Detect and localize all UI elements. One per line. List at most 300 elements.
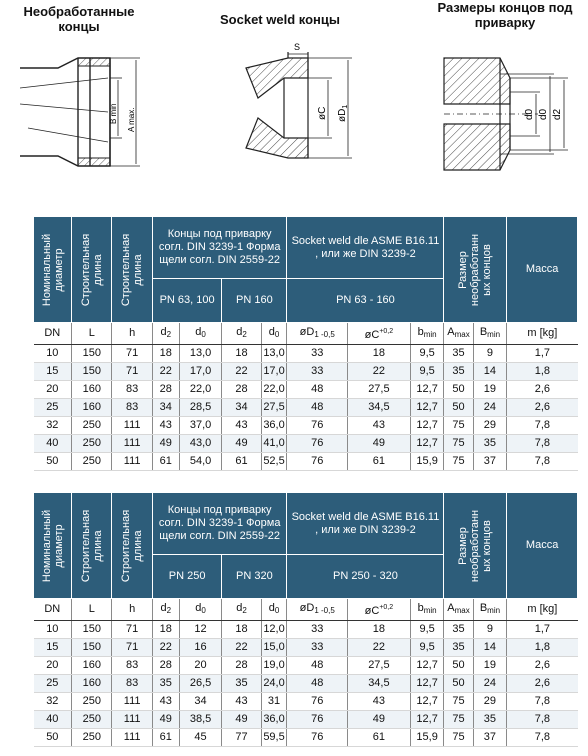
table-cell: 71 (112, 621, 152, 639)
unit-sub: min (423, 606, 437, 615)
table-cell: 49 (222, 711, 261, 729)
table-cell: 1,8 (507, 363, 578, 381)
table-cell: 32 (34, 693, 72, 711)
unit-text: B (479, 602, 488, 614)
table-cell: 48 (287, 675, 348, 693)
table-cell: 250 (72, 435, 112, 453)
table-cell: 48 (287, 381, 348, 399)
units-row (34, 323, 578, 345)
table-cell: 83 (112, 675, 152, 693)
unit-text: øC (364, 329, 380, 341)
table-cell: 18 (222, 345, 261, 363)
table-cell: 28 (222, 657, 261, 675)
table-cell: 71 (112, 639, 152, 657)
table-cell: 50 (34, 729, 72, 747)
table-cell: 50 (444, 657, 473, 675)
table-cell: 43 (348, 417, 411, 435)
table-cell: 12,7 (410, 417, 444, 435)
unit-d1 (287, 599, 348, 621)
table-cell: 7,8 (507, 453, 578, 471)
table-row (34, 657, 578, 675)
table-cell: 76 (287, 729, 348, 747)
table-cell: 75 (444, 417, 473, 435)
unit-sub: 1 -0,5 (314, 330, 335, 339)
table-cell: 34 (152, 399, 179, 417)
table-cell: 35 (444, 345, 473, 363)
unit-text: d (268, 326, 275, 338)
unit-l: L (72, 323, 112, 345)
table-cell: 54,0 (179, 453, 222, 471)
table-cell: 250 (72, 729, 112, 747)
table-cell: 75 (444, 729, 473, 747)
table-cell: 22,0 (179, 381, 222, 399)
table-cell: 43 (222, 417, 261, 435)
table-cell: 22 (348, 363, 411, 381)
table-cell: 27,5 (348, 657, 411, 675)
header-nominal-diameter (34, 217, 72, 323)
table-cell: 150 (72, 345, 112, 363)
header-socket-weld: Socket weld dle ASME B16.11 , или же DIN 3239-2 (287, 493, 444, 555)
table-cell: 150 (72, 639, 112, 657)
table-body (34, 345, 578, 471)
header-text: Строительная длина (79, 509, 104, 582)
d0-label-a: d0 (524, 108, 535, 120)
table-cell: 71 (112, 363, 152, 381)
table-cell: 34 (179, 693, 222, 711)
table-cell: 40 (34, 711, 72, 729)
header-socket-pn: PN 63 - 160 (287, 279, 444, 323)
units-row (34, 599, 578, 621)
unit-dn: DN (34, 323, 72, 345)
table-cell: 50 (444, 399, 473, 417)
table-cell: 37 (473, 729, 507, 747)
unit-b (410, 323, 444, 345)
table-cell: 9,5 (410, 363, 444, 381)
unit-bm (473, 599, 507, 621)
table-row (34, 639, 578, 657)
table-cell: 2,6 (507, 381, 578, 399)
unit-bm (473, 323, 507, 345)
table-cell: 35 (473, 711, 507, 729)
table-row (34, 621, 578, 639)
header-text: Строительная длина (79, 233, 104, 306)
unit-sub: 0 (201, 330, 206, 339)
unit-sub: 2 (166, 606, 172, 615)
table-cell: 9,5 (410, 621, 444, 639)
table-cell: 76 (287, 417, 348, 435)
unit-text: A (447, 602, 455, 614)
unit-sub: 2 (242, 606, 247, 615)
unit-text: d (236, 602, 243, 614)
table-cell: 33 (287, 621, 348, 639)
od1-text: øD (337, 108, 348, 122)
unit-text: d (195, 602, 202, 614)
unit-text: B (479, 326, 488, 338)
table-cell: 29 (473, 693, 507, 711)
table-cell: 2,6 (507, 399, 578, 417)
unit-sub: min (487, 606, 501, 615)
table-cell: 14 (473, 639, 507, 657)
table-row (34, 363, 578, 381)
unit-d0-b (261, 323, 287, 345)
table-row (34, 711, 578, 729)
table-cell: 22,0 (261, 381, 287, 399)
table-cell: 111 (112, 711, 152, 729)
table-row (34, 729, 578, 747)
table-cell: 7,8 (507, 417, 578, 435)
oc-label: øC (317, 106, 328, 120)
table-cell: 29 (473, 417, 507, 435)
header-weld-ends: Концы под приварку согл. DIN 3239-1 Форма щели согл. DIN 2559-22 (152, 217, 287, 279)
table-cell: 49 (222, 435, 261, 453)
weld-dims-drawing (438, 48, 578, 183)
table-cell: 160 (72, 399, 112, 417)
unit-sub: 2 (242, 330, 247, 339)
table-cell: 83 (112, 381, 152, 399)
unit-a (444, 323, 473, 345)
table-cell: 15,9 (410, 729, 444, 747)
caption-line: концы (58, 19, 100, 34)
table-cell: 50 (34, 453, 72, 471)
table-cell: 48 (287, 657, 348, 675)
table-cell: 40 (34, 435, 72, 453)
table-cell: 43,0 (179, 435, 222, 453)
table-cell: 43 (152, 417, 179, 435)
table-cell: 35 (444, 621, 473, 639)
table-cell: 19 (473, 657, 507, 675)
unit-l: L (72, 599, 112, 621)
unit-c (348, 323, 411, 345)
table-cell: 15,9 (410, 453, 444, 471)
unit-d2-b (222, 599, 261, 621)
table-cell: 19,0 (261, 657, 287, 675)
unit-text: b (417, 326, 424, 338)
unit-d0-b (261, 599, 287, 621)
unit-h: h (112, 323, 152, 345)
table-cell: 77 (222, 729, 261, 747)
table-cell: 61 (222, 453, 261, 471)
table-cell: 20 (34, 657, 72, 675)
table-cell: 27,5 (348, 381, 411, 399)
table-cell: 75 (444, 693, 473, 711)
table-cell: 12,0 (261, 621, 287, 639)
table-cell: 14 (473, 363, 507, 381)
table-cell: 34 (222, 399, 261, 417)
table-cell: 19 (473, 381, 507, 399)
table-cell: 18 (152, 621, 179, 639)
header-text: Размер необработанн ых концов (457, 509, 494, 582)
table-cell: 35 (152, 675, 179, 693)
table-row (34, 381, 578, 399)
header-text: Номинальный диаметр (40, 233, 65, 306)
table-cell: 15,0 (261, 639, 287, 657)
table-row (34, 345, 578, 363)
table-cell: 35 (222, 675, 261, 693)
table-cell: 160 (72, 675, 112, 693)
table-cell: 111 (112, 417, 152, 435)
table-cell: 75 (444, 435, 473, 453)
table-cell: 28 (152, 381, 179, 399)
table-cell: 15 (34, 363, 72, 381)
unit-text: b (417, 602, 424, 614)
table-cell: 12 (179, 621, 222, 639)
table-cell: 111 (112, 453, 152, 471)
table-cell: 61 (152, 453, 179, 471)
table-cell: 20 (34, 381, 72, 399)
table-cell: 75 (444, 711, 473, 729)
table-cell: 111 (112, 729, 152, 747)
header-text: Номинальный диаметр (40, 509, 65, 582)
table-row (34, 453, 578, 471)
table-row (34, 435, 578, 453)
table-cell: 150 (72, 621, 112, 639)
table-cell: 15 (34, 639, 72, 657)
table-cell: 25 (34, 399, 72, 417)
header-pn-b: PN 320 (222, 555, 287, 599)
table-cell: 20 (179, 657, 222, 675)
table-cell: 37,0 (179, 417, 222, 435)
a-max-label: A max. (127, 107, 136, 132)
table-cell: 12,7 (410, 693, 444, 711)
unit-a (444, 599, 473, 621)
unit-c (348, 599, 411, 621)
table-cell: 10 (34, 621, 72, 639)
table-cell: 36,0 (261, 711, 287, 729)
table-cell: 22 (152, 363, 179, 381)
table-cell: 22 (152, 639, 179, 657)
unit-sub: min (487, 330, 501, 339)
table-cell: 35 (444, 639, 473, 657)
header-pn-a: PN 63, 100 (152, 279, 222, 323)
header-mass: Масса (507, 493, 578, 599)
unit-d2 (152, 323, 179, 345)
header-weld-ends: Концы под приварку согл. DIN 3239-1 Форма щели согл. DIN 2559-22 (152, 493, 287, 555)
table-cell: 22 (222, 639, 261, 657)
table-cell: 9 (473, 345, 507, 363)
table-cell: 83 (112, 399, 152, 417)
unit-d1 (287, 323, 348, 345)
table-cell: 9,5 (410, 345, 444, 363)
unit-m: m [kg] (507, 599, 578, 621)
table-cell: 10 (34, 345, 72, 363)
spec-table-pn250-320 (33, 492, 578, 747)
unit-sub: 1 -0,5 (314, 606, 335, 615)
table-cell: 111 (112, 693, 152, 711)
unit-sub: 0 (274, 606, 280, 615)
table-cell: 150 (72, 363, 112, 381)
table-cell: 38,5 (179, 711, 222, 729)
table-cell: 12,7 (410, 675, 444, 693)
unit-dn: DN (34, 599, 72, 621)
table-cell: 34,5 (348, 399, 411, 417)
table-cell: 50 (444, 381, 473, 399)
table-cell: 25 (34, 675, 72, 693)
table-cell: 24 (473, 399, 507, 417)
d2-label: d2 (552, 108, 563, 120)
table-cell: 49 (348, 711, 411, 729)
table-cell: 52,5 (261, 453, 287, 471)
header-build-length-h (112, 493, 152, 599)
table-cell: 18 (152, 345, 179, 363)
table-row (34, 399, 578, 417)
unit-text: d (236, 326, 243, 338)
unit-sub: 0 (201, 606, 206, 615)
table-cell: 76 (287, 693, 348, 711)
caption-weld-dims (425, 0, 585, 30)
table-cell: 16 (179, 639, 222, 657)
table-cell: 24 (473, 675, 507, 693)
header-text: Размер необработанн ых концов (457, 233, 494, 306)
table-cell: 12,7 (410, 435, 444, 453)
table-cell: 43 (222, 693, 261, 711)
unit-sub: max (454, 606, 470, 615)
table-cell: 34,5 (348, 675, 411, 693)
table-cell: 50 (444, 675, 473, 693)
table-cell: 45 (179, 729, 222, 747)
table-cell: 9,5 (410, 639, 444, 657)
table-cell: 7,8 (507, 729, 578, 747)
od1-sub: 1 (342, 104, 349, 109)
table-cell: 13,0 (179, 345, 222, 363)
spec-table-pn63-160 (33, 216, 578, 471)
table-cell: 2,6 (507, 657, 578, 675)
s-label: S (294, 42, 301, 52)
od1-label (337, 105, 349, 122)
table-cell: 24,0 (261, 675, 287, 693)
caption-line: Необработанные (23, 4, 135, 19)
table-cell: 41,0 (261, 435, 287, 453)
table-cell: 28,5 (179, 399, 222, 417)
header-text: Строительная длина (120, 233, 145, 306)
table-cell: 28 (152, 657, 179, 675)
caption-socket-weld (205, 12, 355, 27)
table-cell: 250 (72, 693, 112, 711)
table-cell: 49 (152, 711, 179, 729)
unit-text: øD (299, 602, 315, 614)
header-socket-weld: Socket weld dle ASME B16.11 , или же DIN 3239-2 (287, 217, 444, 279)
table-cell: 49 (348, 435, 411, 453)
header-build-length-l (72, 217, 112, 323)
header-nominal-diameter (34, 493, 72, 599)
table-cell: 1,8 (507, 639, 578, 657)
header-build-length-l (72, 493, 112, 599)
unit-text: d (268, 602, 275, 614)
table-cell: 7,8 (507, 711, 578, 729)
table-row (34, 417, 578, 435)
table-cell: 43 (152, 693, 179, 711)
header-socket-pn: PN 250 - 320 (287, 555, 444, 599)
header-pn-b: PN 160 (222, 279, 287, 323)
table-cell: 28 (222, 381, 261, 399)
caption-line: Socket weld концы (220, 12, 340, 27)
table-cell: 61 (348, 453, 411, 471)
table-cell: 22 (348, 639, 411, 657)
table-cell: 7,8 (507, 435, 578, 453)
header-pn-a: PN 250 (152, 555, 222, 599)
unit-sup: +0,2 (379, 328, 394, 335)
table-cell: 36,0 (261, 417, 287, 435)
table-cell: 12,7 (410, 711, 444, 729)
table-cell: 31 (261, 693, 287, 711)
table-cell: 9 (473, 621, 507, 639)
table-cell: 35 (473, 435, 507, 453)
table-cell: 250 (72, 711, 112, 729)
d0-label-b: d0 (538, 108, 549, 120)
unit-text: A (447, 326, 455, 338)
table-cell: 33 (287, 363, 348, 381)
table-cell: 49 (152, 435, 179, 453)
table-body (34, 621, 578, 747)
table-cell: 33 (287, 639, 348, 657)
unit-text: øC (364, 605, 380, 617)
table-cell: 250 (72, 417, 112, 435)
unit-d0 (179, 323, 222, 345)
table-cell: 2,6 (507, 675, 578, 693)
unit-h: h (112, 599, 152, 621)
header-text: Строительная длина (120, 509, 145, 582)
header-build-length-h (112, 217, 152, 323)
table-cell: 12,7 (410, 657, 444, 675)
b-min-label: B min (109, 103, 118, 124)
table-cell: 13,0 (261, 345, 287, 363)
unit-d2-b (222, 323, 261, 345)
table-cell: 76 (287, 711, 348, 729)
table-cell: 61 (348, 729, 411, 747)
table-cell: 22 (222, 363, 261, 381)
caption-unprocessed-ends (4, 4, 154, 34)
unit-text: d (195, 326, 202, 338)
table-cell: 83 (112, 657, 152, 675)
table-cell: 33 (287, 345, 348, 363)
table-cell: 26,5 (179, 675, 222, 693)
table-cell: 111 (112, 435, 152, 453)
table-cell: 75 (444, 453, 473, 471)
table-cell: 76 (287, 435, 348, 453)
unit-d2 (152, 599, 179, 621)
table-cell: 1,7 (507, 345, 578, 363)
table-cell: 27,5 (261, 399, 287, 417)
unit-sup: +0,2 (379, 604, 394, 611)
table-cell: 160 (72, 657, 112, 675)
unit-d0 (179, 599, 222, 621)
table-cell: 7,8 (507, 693, 578, 711)
header-mass: Масса (507, 217, 578, 323)
table-cell: 250 (72, 453, 112, 471)
caption-line: приварку (474, 15, 536, 30)
table-cell: 59,5 (261, 729, 287, 747)
table-cell: 12,7 (410, 399, 444, 417)
table-cell: 61 (152, 729, 179, 747)
table-cell: 35 (444, 363, 473, 381)
table-cell: 18 (222, 621, 261, 639)
table-cell: 17,0 (261, 363, 287, 381)
caption-line: Размеры концов под (437, 0, 573, 15)
table-cell: 43 (348, 693, 411, 711)
unit-sub: max (454, 330, 470, 339)
unit-text: d (160, 602, 167, 614)
table-cell: 71 (112, 345, 152, 363)
unprocessed-end-drawing (18, 48, 168, 178)
table-cell: 1,7 (507, 621, 578, 639)
unit-b (410, 599, 444, 621)
table-cell: 160 (72, 381, 112, 399)
header-unprocessed-dims (444, 217, 507, 323)
table-cell: 18 (348, 345, 411, 363)
table-cell: 18 (348, 621, 411, 639)
table-cell: 48 (287, 399, 348, 417)
socket-weld-drawing (228, 38, 368, 178)
unit-sub: 0 (274, 330, 280, 339)
